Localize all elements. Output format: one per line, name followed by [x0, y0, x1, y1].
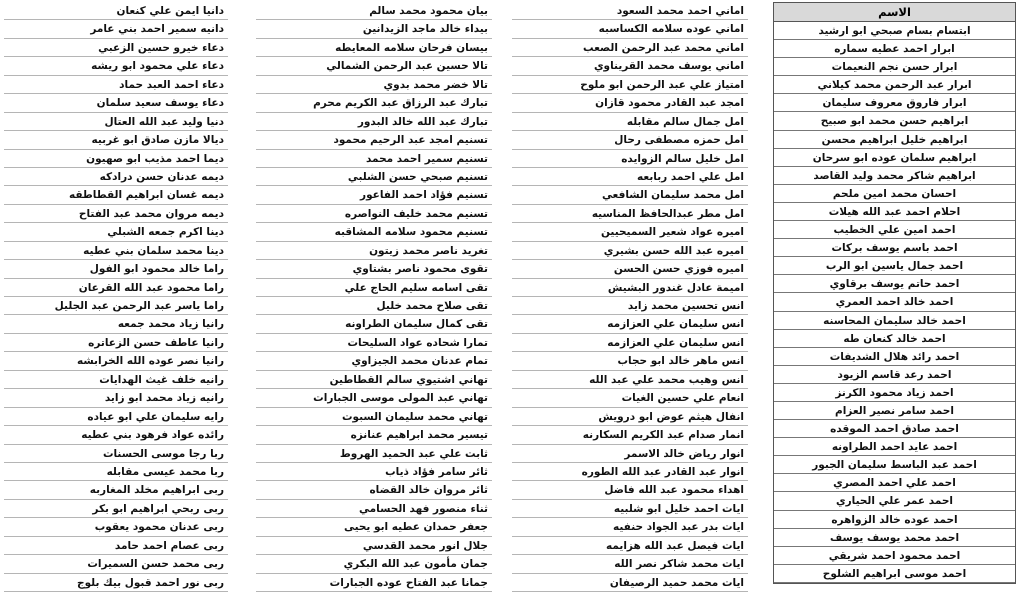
name-row: امل جمال سالم مقابله: [512, 113, 748, 131]
name-row: اميمة عادل غندور البشيش: [512, 279, 748, 297]
name-row: تقوى محمود ناصر بشتاوي: [256, 260, 492, 278]
name-row: دنيا وليد عبد الله العتال: [4, 113, 228, 131]
name-row: دانيه سمير احمد بني عامر: [4, 20, 228, 38]
name-row: راما ياسر عبد الرحمن عبد الجليل: [4, 297, 228, 315]
name-row: رانيا نصر عوده الله الخرابشه: [4, 352, 228, 370]
name-row: تيسير محمد ابراهيم عنانزه: [256, 426, 492, 444]
name-row: احمد سامر نصير العزام: [774, 402, 1015, 420]
name-row: دعاء خيرو حسين الزعبي: [4, 39, 228, 57]
name-row: اماني احمد محمد السعود: [512, 2, 748, 20]
name-row: تبارك عبد الرزاق عبد الكريم محرم: [256, 94, 492, 112]
name-row: تسنيم امجد عبد الرحيم محمود: [256, 131, 492, 149]
name-row: امل مطر عبدالحافظ المناسيه: [512, 205, 748, 223]
name-row: راما محمود عبد الله القرعان: [4, 279, 228, 297]
name-row: ديما احمد مذيب ابو صهيون: [4, 150, 228, 168]
name-row: رانيا عاطف حسن الزعاتره: [4, 334, 228, 352]
name-row: امل خليل سالم الزوايده: [512, 150, 748, 168]
name-row: تبارك عبد الله خالد البدور: [256, 113, 492, 131]
name-row: اماني محمد عبد الرحمن الصعب: [512, 39, 748, 57]
name-row: امل محمد سليمان الشافعي: [512, 186, 748, 204]
name-row: ابرار احمد عطيه سماره: [774, 40, 1015, 58]
name-row: ربى ابراهيم مخلد المغاربه: [4, 481, 228, 499]
name-row: ثائر سامر فؤاد ذياب: [256, 463, 492, 481]
name-row: احمد زياد محمود الكرنز: [774, 384, 1015, 402]
name-row: رائده عواد فرهود بني عطيه: [4, 426, 228, 444]
name-row: ربى محمد حسن السميرات: [4, 555, 228, 573]
name-row: ايات محمد شاكر نصر الله: [512, 555, 748, 573]
name-row: ثابت علي عبد الحميد الهروط: [256, 445, 492, 463]
name-row: انس سليمان علي العزازمه: [512, 334, 748, 352]
name-row: انوار عبد القادر عبد الله الطوره: [512, 463, 748, 481]
name-row: انس تحسين محمد زايد: [512, 297, 748, 315]
names-column-1: [773, 2, 1016, 584]
name-row: ربى عدنان محمود يعقوب: [4, 518, 228, 536]
name-row: تسنيم محمد خليف النواصره: [256, 205, 492, 223]
name-row: تقى صلاح محمد خليل: [256, 297, 492, 315]
name-row: ثائر مروان خالد القضاه: [256, 481, 492, 499]
name-row: تهاني محمد سليمان السبوت: [256, 408, 492, 426]
column-header: الاسم: [774, 3, 1015, 22]
name-row: اهداء محمود عبد الله فاضل: [512, 481, 748, 499]
name-row: ديمه عدنان حسن درادكه: [4, 168, 228, 186]
name-row: انمار صدام عبد الكريم السكارنه: [512, 426, 748, 444]
name-row: جعفر حمدان عطيه ابو يحيى: [256, 518, 492, 536]
names-column-4: [4, 2, 228, 592]
name-row: راما خالد محمود ابو الفول: [4, 260, 228, 278]
name-row: انس سليمان علي العزازمه: [512, 315, 748, 333]
name-row: بيسان فرحان سلامه المعايطه: [256, 39, 492, 57]
name-row: ثناء منصور فهد الحسامي: [256, 500, 492, 518]
name-row: ابراهيم حسن محمد ابو صبيح: [774, 112, 1015, 130]
name-row: جمانا عبد الفتاح عوده الجبارات: [256, 574, 492, 592]
name-row: امل علي احمد ربابعه: [512, 168, 748, 186]
name-row: احمد خالد كنعان طه: [774, 330, 1015, 348]
name-row: رانيا زياد محمد جمعه: [4, 315, 228, 333]
name-row: احمد محمود احمد شريقي: [774, 547, 1015, 565]
name-row: احمد عبد الباسط سليمان الجبور: [774, 456, 1015, 474]
name-row: رايه سليمان علي ابو عياده: [4, 408, 228, 426]
name-row: ديمه مروان محمد عبد الفتاح: [4, 205, 228, 223]
name-row: دانيا ايمن علي كنعان: [4, 2, 228, 20]
name-row: تهاني اشتيوي سالم القطاطين: [256, 371, 492, 389]
name-row: تسنيم فؤاد احمد الفاعور: [256, 186, 492, 204]
name-row: احمد جمال ياسين ابو الرب: [774, 257, 1015, 275]
name-row: تسنيم صبحي حسن الشلبي: [256, 168, 492, 186]
name-row: ديمه غسان ابراهيم القطاطقه: [4, 186, 228, 204]
name-row: تالا حسين عبد الرحمن الشمالي: [256, 57, 492, 75]
name-row: ربا رجا موسى الحسنات: [4, 445, 228, 463]
name-row: انس ماهر خالد ابو حجاب: [512, 352, 748, 370]
name-row: تسنيم سمير احمد محمد: [256, 150, 492, 168]
name-row: تقى اسامه سليم الحاج علي: [256, 279, 492, 297]
name-row: اميره عواد شعير السميحيين: [512, 223, 748, 241]
name-row: تالا خضر محمد بدوي: [256, 76, 492, 94]
name-row: تغريد ناصر محمد زيتون: [256, 242, 492, 260]
name-row: احمد خالد احمد العمري: [774, 293, 1015, 311]
name-row: ربى ربحي ابراهيم ابو بكر: [4, 500, 228, 518]
name-row: احسان محمد امين ملحم: [774, 185, 1015, 203]
name-row: احمد صادق احمد الموقده: [774, 420, 1015, 438]
name-row: امتياز علي عبد الرحمن ابو ملوح: [512, 76, 748, 94]
name-row: اميره فوزي حسن الحسن: [512, 260, 748, 278]
name-row: ابتسام بسام صبحي ابو ارشيد: [774, 22, 1015, 40]
name-row: اماني عوده سلامه الكساسبه: [512, 20, 748, 38]
name-row: احمد رائد هلال الشديفات: [774, 348, 1015, 366]
name-row: تمارا شحاده عواد السليحات: [256, 334, 492, 352]
name-row: ايات احمد خليل ابو شلبيه: [512, 500, 748, 518]
name-row: ربى نور احمد قبول بيك بلوج: [4, 574, 228, 592]
name-row: ابراهيم سلمان عوده ابو سرحان: [774, 149, 1015, 167]
name-row: بيان محمود محمد سالم: [256, 2, 492, 20]
name-row: رانيه خلف غيث الهدايات: [4, 371, 228, 389]
name-row: احمد عمر علي الحياري: [774, 492, 1015, 510]
name-row: دعاء احمد العبد حماد: [4, 76, 228, 94]
name-row: امجد عبد القادر محمود قازان: [512, 94, 748, 112]
name-row: تهاني عبد المولى موسى الجبارات: [256, 389, 492, 407]
name-row: تمام عدنان محمد الجيزاوي: [256, 352, 492, 370]
name-row: تقى كمال سليمان الطراونه: [256, 315, 492, 333]
name-row: احمد خالد سليمان المحاسنه: [774, 312, 1015, 330]
name-row: ايات محمد حميد الرصيفان: [512, 574, 748, 592]
name-row: دينا اكرم جمعه الشبلي: [4, 223, 228, 241]
name-row: احمد رعد قاسم الزيود: [774, 366, 1015, 384]
name-row: احمد علي احمد المصري: [774, 474, 1015, 492]
name-row: احمد عوده خالد الزواهره: [774, 511, 1015, 529]
name-row: احمد عايد احمد الطراونه: [774, 438, 1015, 456]
name-row: اماني يوسف محمد القريناوي: [512, 57, 748, 75]
name-row: ربى عصام احمد حامد: [4, 537, 228, 555]
name-row: ابراهيم شاكر محمد وليد القاصد: [774, 167, 1015, 185]
name-row: ابرار عبد الرحمن محمد كيلاني: [774, 76, 1015, 94]
name-row: احمد موسى ابراهيم الشلوح: [774, 565, 1015, 583]
name-row: ايات فيصل عبد الله هزايمه: [512, 537, 748, 555]
name-row: ايات بدر عبد الجواد حنفيه: [512, 518, 748, 536]
name-row: دعاء علي محمود ابو ريشه: [4, 57, 228, 75]
name-row: ابراهيم خليل ابراهيم محسن: [774, 131, 1015, 149]
name-row: احمد امين علي الخطيب: [774, 221, 1015, 239]
name-row: انفال هيثم عوض ابو درويش: [512, 408, 748, 426]
name-row: انوار رياض خالد الاسمر: [512, 445, 748, 463]
name-row: جمان مأمون عبد الله البكري: [256, 555, 492, 573]
name-row: احمد محمد يوسف يوسف: [774, 529, 1015, 547]
name-row: بيداء خالد ماجد الزيدانين: [256, 20, 492, 38]
name-row: دينا محمد سلمان بني عطيه: [4, 242, 228, 260]
name-row: احمد حاتم يوسف برقاوي: [774, 275, 1015, 293]
names-column-2: [512, 2, 748, 592]
name-row: احمد باسم يوسف بركات: [774, 239, 1015, 257]
name-row: ربا محمد عيسى مقابله: [4, 463, 228, 481]
name-row: رانيه زياد محمد ابو زايد: [4, 389, 228, 407]
name-row: انس وهيب محمد علي عبد الله: [512, 371, 748, 389]
name-row: ديالا مازن صادق ابو غربيه: [4, 131, 228, 149]
name-row: تسنيم محمود سلامه المشاقبه: [256, 223, 492, 241]
name-row: ابرار حسن نجم النعيمات: [774, 58, 1015, 76]
name-row: اميره عبد الله حسن بشيري: [512, 242, 748, 260]
name-row: جلال انور محمد القدسي: [256, 537, 492, 555]
name-row: احلام احمد عبد الله هيلات: [774, 203, 1015, 221]
name-row: ابرار فاروق معروف سليمان: [774, 94, 1015, 112]
name-row: امل حمزه مصطفى رحال: [512, 131, 748, 149]
name-row: انعام علي حسين الغيات: [512, 389, 748, 407]
name-row: دعاء يوسف سعيد سلمان: [4, 94, 228, 112]
names-column-3: [256, 2, 492, 592]
